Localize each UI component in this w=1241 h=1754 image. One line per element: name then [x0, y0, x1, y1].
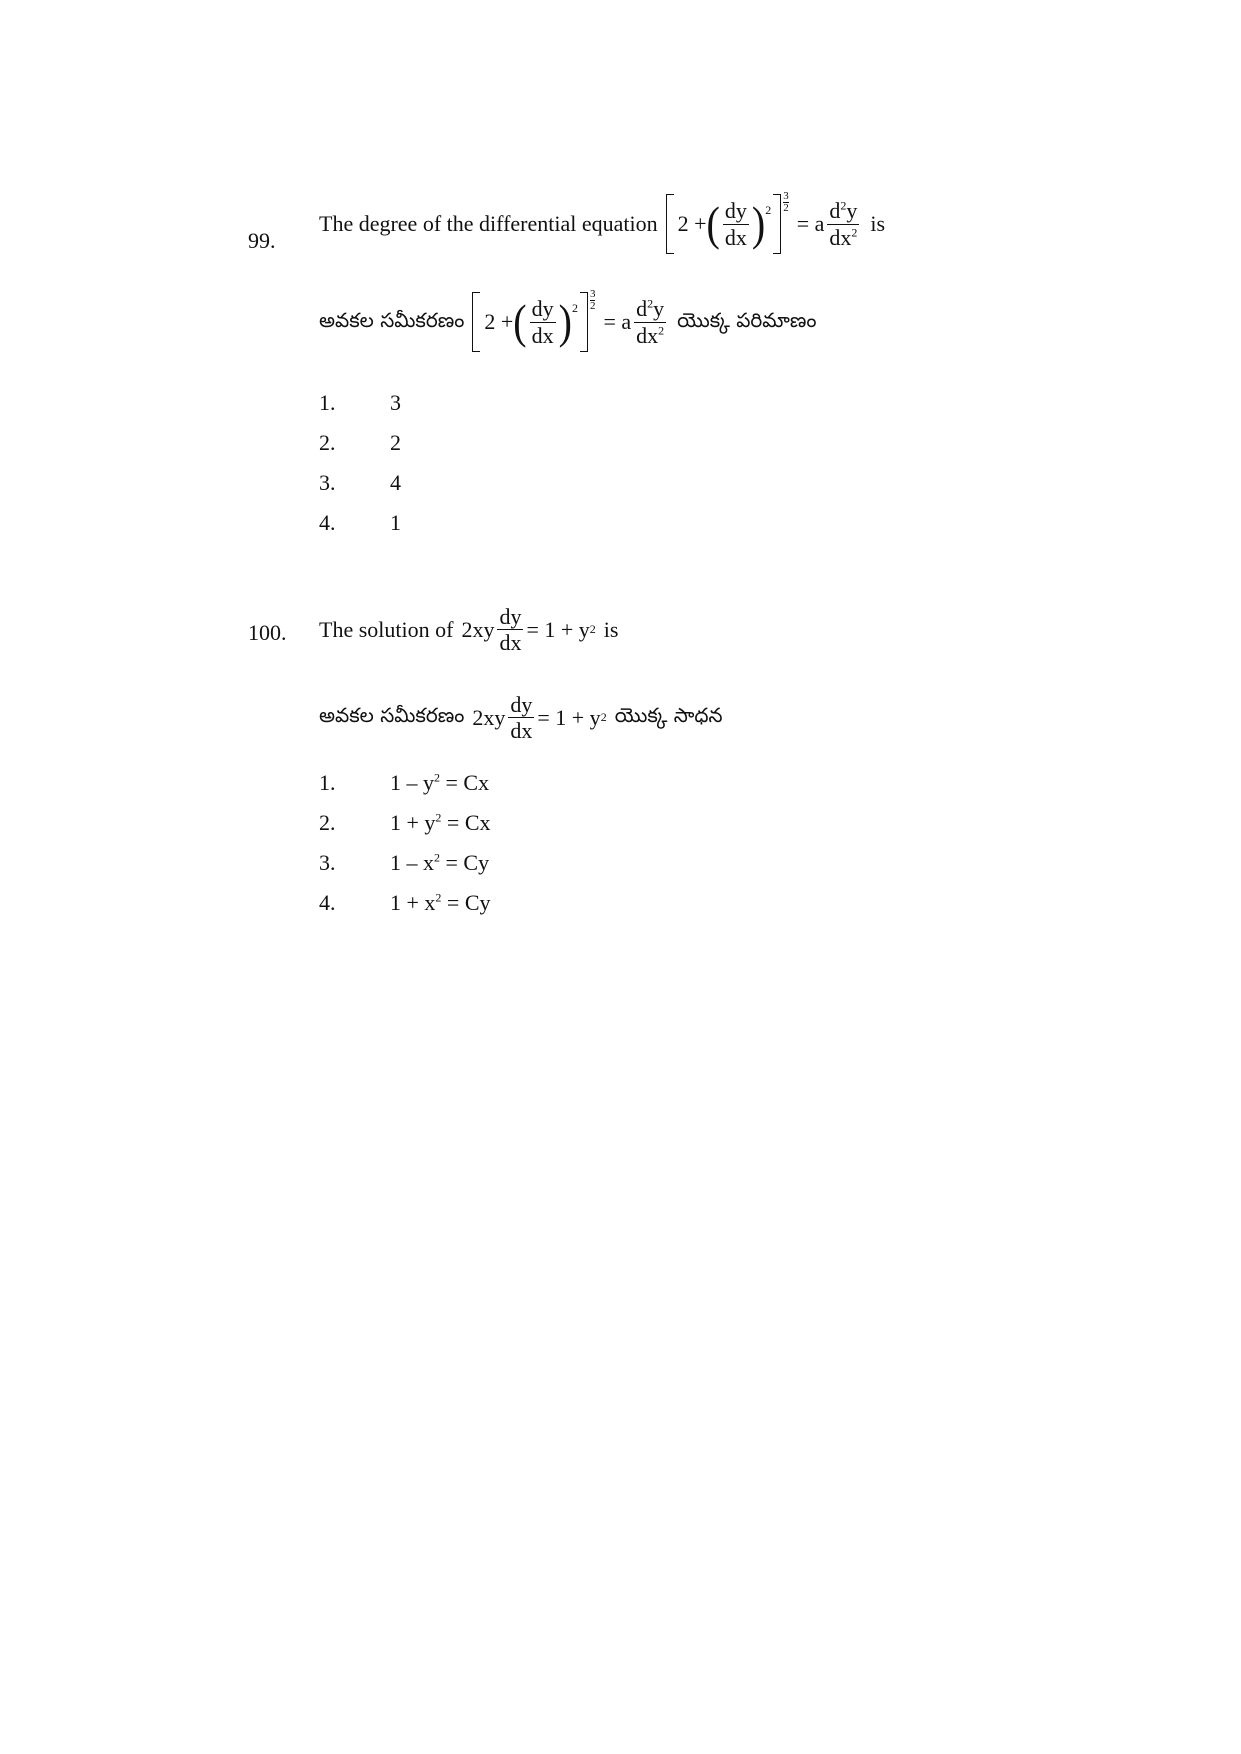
question-text-english: The solution of 2xy $\frac{dy}{dx}$ = 1 + y 2 is [319, 604, 619, 656]
question-text-telugu: అవకల సమీకరణం 2 + ( $\frac{dy}{dx}$ ) 2 $\frac{3}{2}$ = a $\frac{d^2y}{dx^2}$ యొక్క పరిమాణం [319, 292, 817, 352]
option-number: 2. [319, 810, 336, 835]
equation-term: = a [796, 211, 825, 236]
question-suffix: is [870, 211, 886, 236]
option-number: 4. [319, 890, 336, 915]
option-value: 4 [390, 470, 401, 495]
option-value: 1 [390, 510, 401, 535]
option-value: $1 + y^2 = Cx$ [390, 810, 491, 835]
option-number: 1. [319, 390, 336, 415]
question-text-english: The degree of the differential equation 2 + ( $\frac{dy}{dx}$ ) 2 $\frac{3}{2}$ = a $\frac{d^2y}{dx^2}$ is [319, 194, 885, 254]
question-text: The degree of the differential equation [319, 211, 658, 236]
option-number: 3. [319, 850, 336, 875]
right-bracket [773, 194, 781, 254]
question-number: 100. [248, 620, 287, 645]
equation-term: 2 + [677, 211, 707, 236]
option-number: 4. [319, 510, 336, 535]
option-number: 3. [319, 470, 336, 495]
option-value: 2 [390, 430, 401, 455]
question-text-telugu: అవకల సమీకరణం 2xy $\frac{dy}{dx}$ = 1 + y 2 యొక్క సాధన [319, 692, 723, 744]
fraction-dy-dx: $\frac{dy}{dx}$ [499, 604, 522, 656]
option-value: 3 [390, 390, 401, 415]
telugu-suffix: యొక్క పరిమాణం [677, 307, 817, 332]
option-value: $1 - x^2 = Cy$ [390, 850, 490, 875]
outer-exponent: $\frac{3}{2}$ [783, 189, 789, 214]
option-value: $1 - y^2 = Cx$ [390, 770, 490, 795]
telugu-prefix: అవకల సమీకరణం [319, 703, 465, 728]
question-text: The solution of [319, 616, 454, 642]
telugu-prefix: అవకల సమీకరణం [319, 307, 465, 332]
option-value: $1 + x^2 = Cy$ [390, 890, 491, 915]
question-number: 99. [248, 228, 276, 253]
fraction-d2y-dx2: $\frac{d^2y}{dx^2}$ [829, 198, 858, 250]
option-number: 2. [319, 430, 336, 455]
exponent: 2 [765, 202, 772, 217]
question-suffix: is [603, 616, 619, 642]
left-bracket [666, 194, 674, 254]
fraction-dy-dx: $\frac{dy}{dx}$ [724, 198, 747, 250]
telugu-suffix: యొక్క సాధన [614, 703, 723, 728]
option-number: 1. [319, 770, 336, 795]
